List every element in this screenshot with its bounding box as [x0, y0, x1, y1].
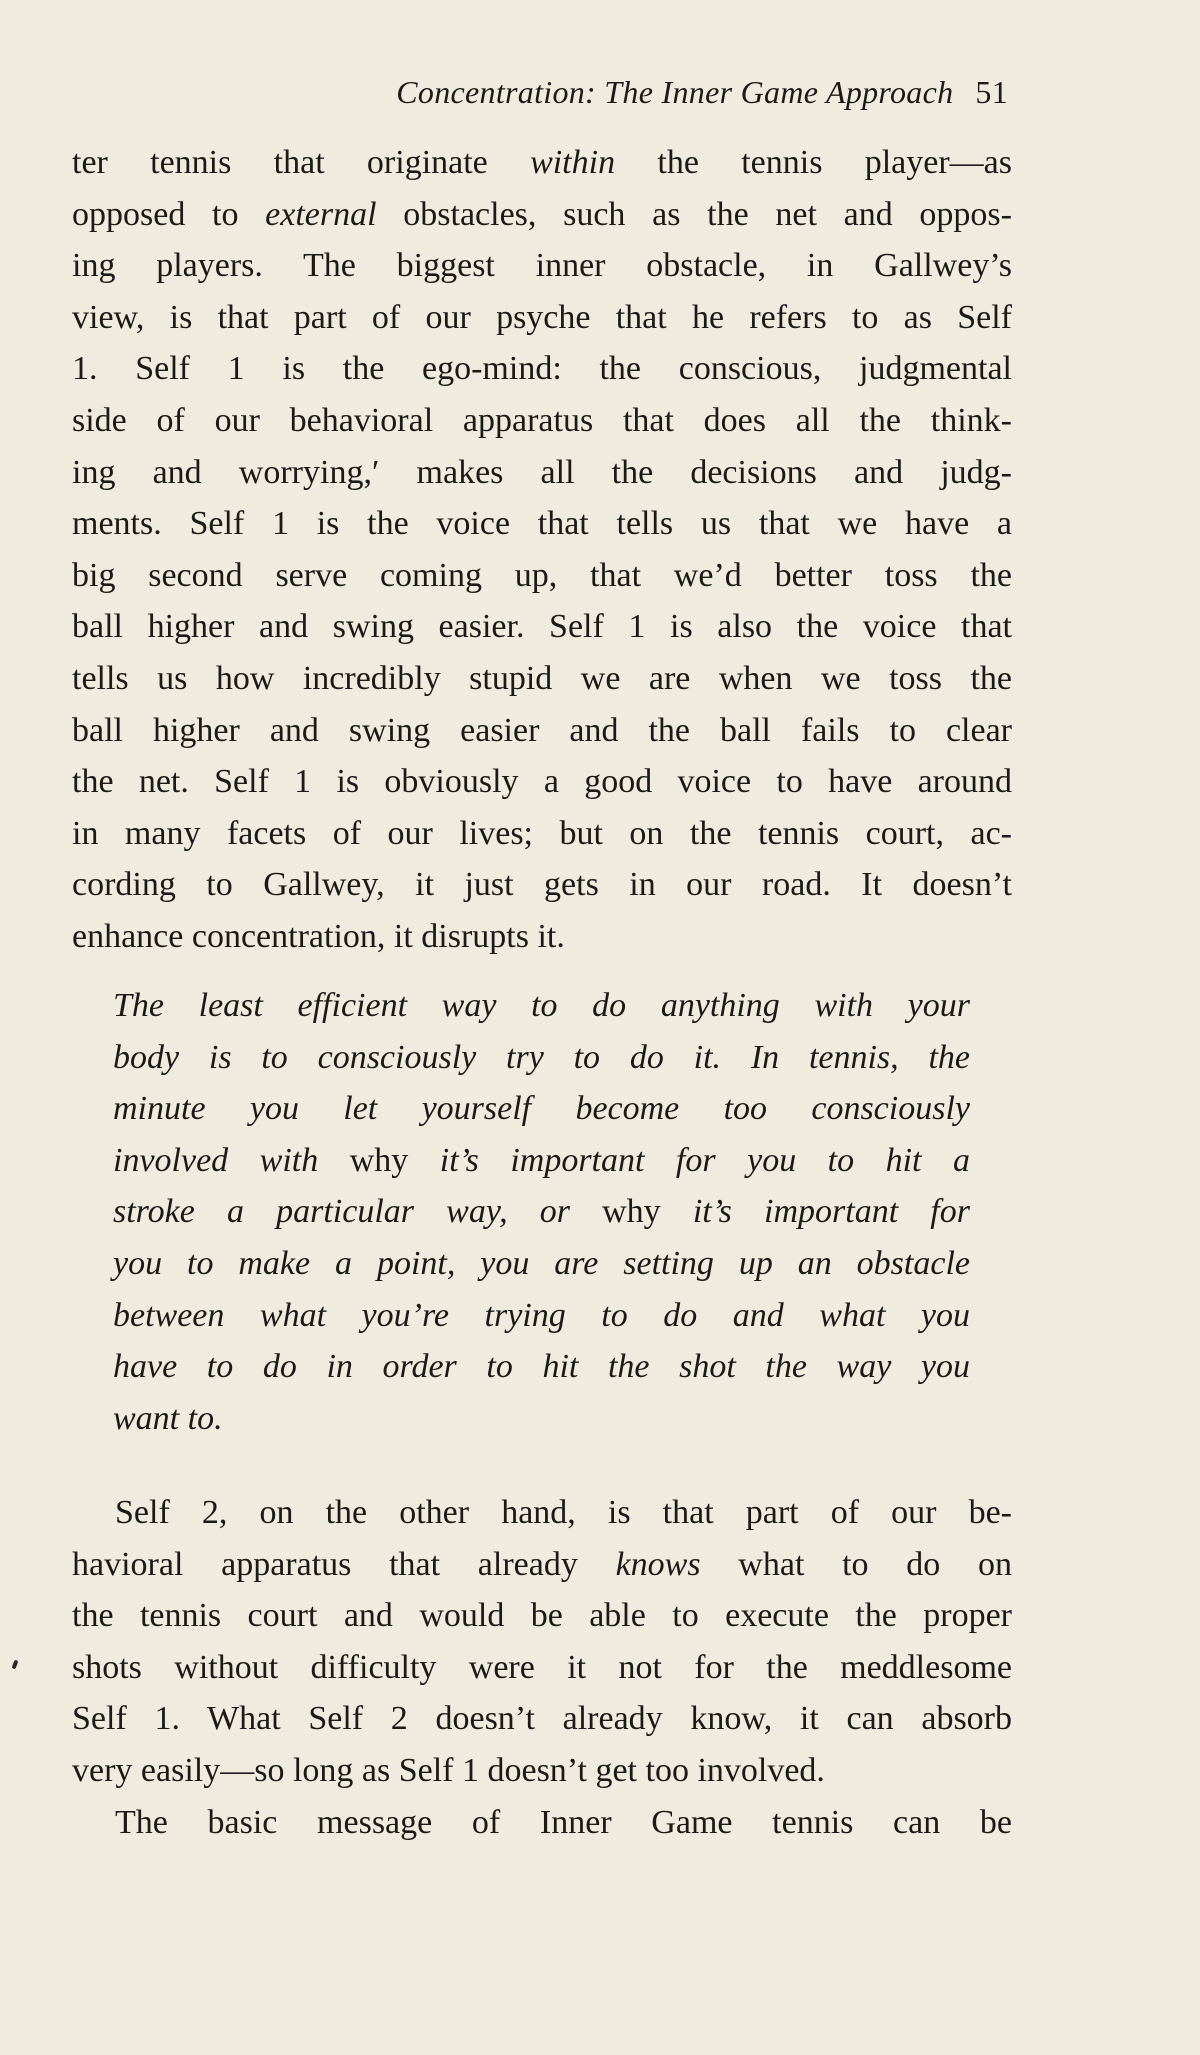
text-line: shots without difficulty were it not for the meddlesome	[72, 1648, 1012, 1686]
quote-line: between what you’re trying to do and what you	[113, 1296, 970, 1334]
quote-line: involved with why it’s important for you to hit a	[113, 1141, 970, 1179]
margin-mark	[12, 1660, 19, 1670]
roman-word: why	[349, 1141, 409, 1179]
quote-line: want to.	[113, 1399, 223, 1437]
text-line: tells us how incredibly stupid we are when we toss the	[72, 659, 1012, 697]
running-head	[396, 74, 1008, 111]
paragraph-self-1	[72, 137, 1012, 963]
text-line: side of our behavioral apparatus that does all the think-	[72, 401, 1012, 439]
quote-line: minute you let yourself become too consciously	[113, 1090, 970, 1128]
text-line: view, is that part of our psyche that he refers to as Self	[72, 298, 1012, 336]
quote-line: have to do in order to hit the shot the way you	[113, 1348, 970, 1386]
text-line: opposed to external obstacles, such as the net and oppos-	[72, 195, 1012, 233]
text-line: Self 1. What Self 2 doesn’t already know, it can absorb	[72, 1700, 1012, 1738]
text-line: ments. Self 1 is the voice that tells us that we have a	[72, 505, 1012, 543]
text-line: in many facets of our lives; but on the tennis court, ac-	[72, 814, 1012, 852]
emphasis: knows	[615, 1545, 701, 1583]
quote-line: body is to consciously try to do it. In tennis, the	[113, 1038, 970, 1076]
text-line: ing and worrying,′ makes all the decisions and judg-	[72, 453, 1012, 491]
text-line: The basic message of Inner Game tennis can be	[115, 1804, 1012, 1841]
text-line: the tennis court and would be able to execute the proper	[72, 1597, 1012, 1635]
quote-line: The least efficient way to do anything with your	[113, 987, 970, 1024]
text-line: very easily—so long as Self 1 doesn’t get too involved.	[72, 1751, 825, 1789]
text-line: Self 2, on the other hand, is that part of our be-	[115, 1494, 1012, 1531]
roman-word: why	[602, 1193, 661, 1231]
text-line: cording to Gallwey, it just gets in our road. It doesn’t	[72, 866, 1012, 904]
quote-line: stroke a particular way, or why it’s important for	[113, 1193, 970, 1231]
text-line: the net. Self 1 is obviously a good voice to have around	[72, 763, 1012, 801]
text-line: 1. Self 1 is the ego-mind: the conscious, judgmental	[72, 350, 1012, 388]
text-line: ter tennis that originate within the tennis player—as	[72, 144, 1012, 181]
block-quote	[113, 980, 970, 1444]
emphasis: external	[265, 195, 377, 233]
text-line: havioral apparatus that already knows what to do on	[72, 1545, 1012, 1583]
text-line: ball higher and swing easier and the ball fails to clear	[72, 711, 1012, 749]
text-line: enhance concentration, it disrupts it.	[72, 917, 565, 955]
paragraph-self-2	[72, 1487, 1012, 1797]
emphasis: within	[530, 144, 616, 181]
text-line: ball higher and swing easier. Self 1 is also the voice that	[72, 608, 1012, 646]
text-line: ing players. The biggest inner obstacle, in Gallwey’s	[72, 247, 1012, 285]
quote-line: you to make a point, you are setting up an obstacle	[113, 1244, 970, 1282]
page-number: 51	[975, 74, 1008, 110]
text-line: big second serve coming up, that we’d better toss the	[72, 556, 1012, 594]
running-title: Concentration: The Inner Game Approach	[396, 74, 954, 110]
paragraph-inner-game-message	[72, 1797, 1012, 1849]
